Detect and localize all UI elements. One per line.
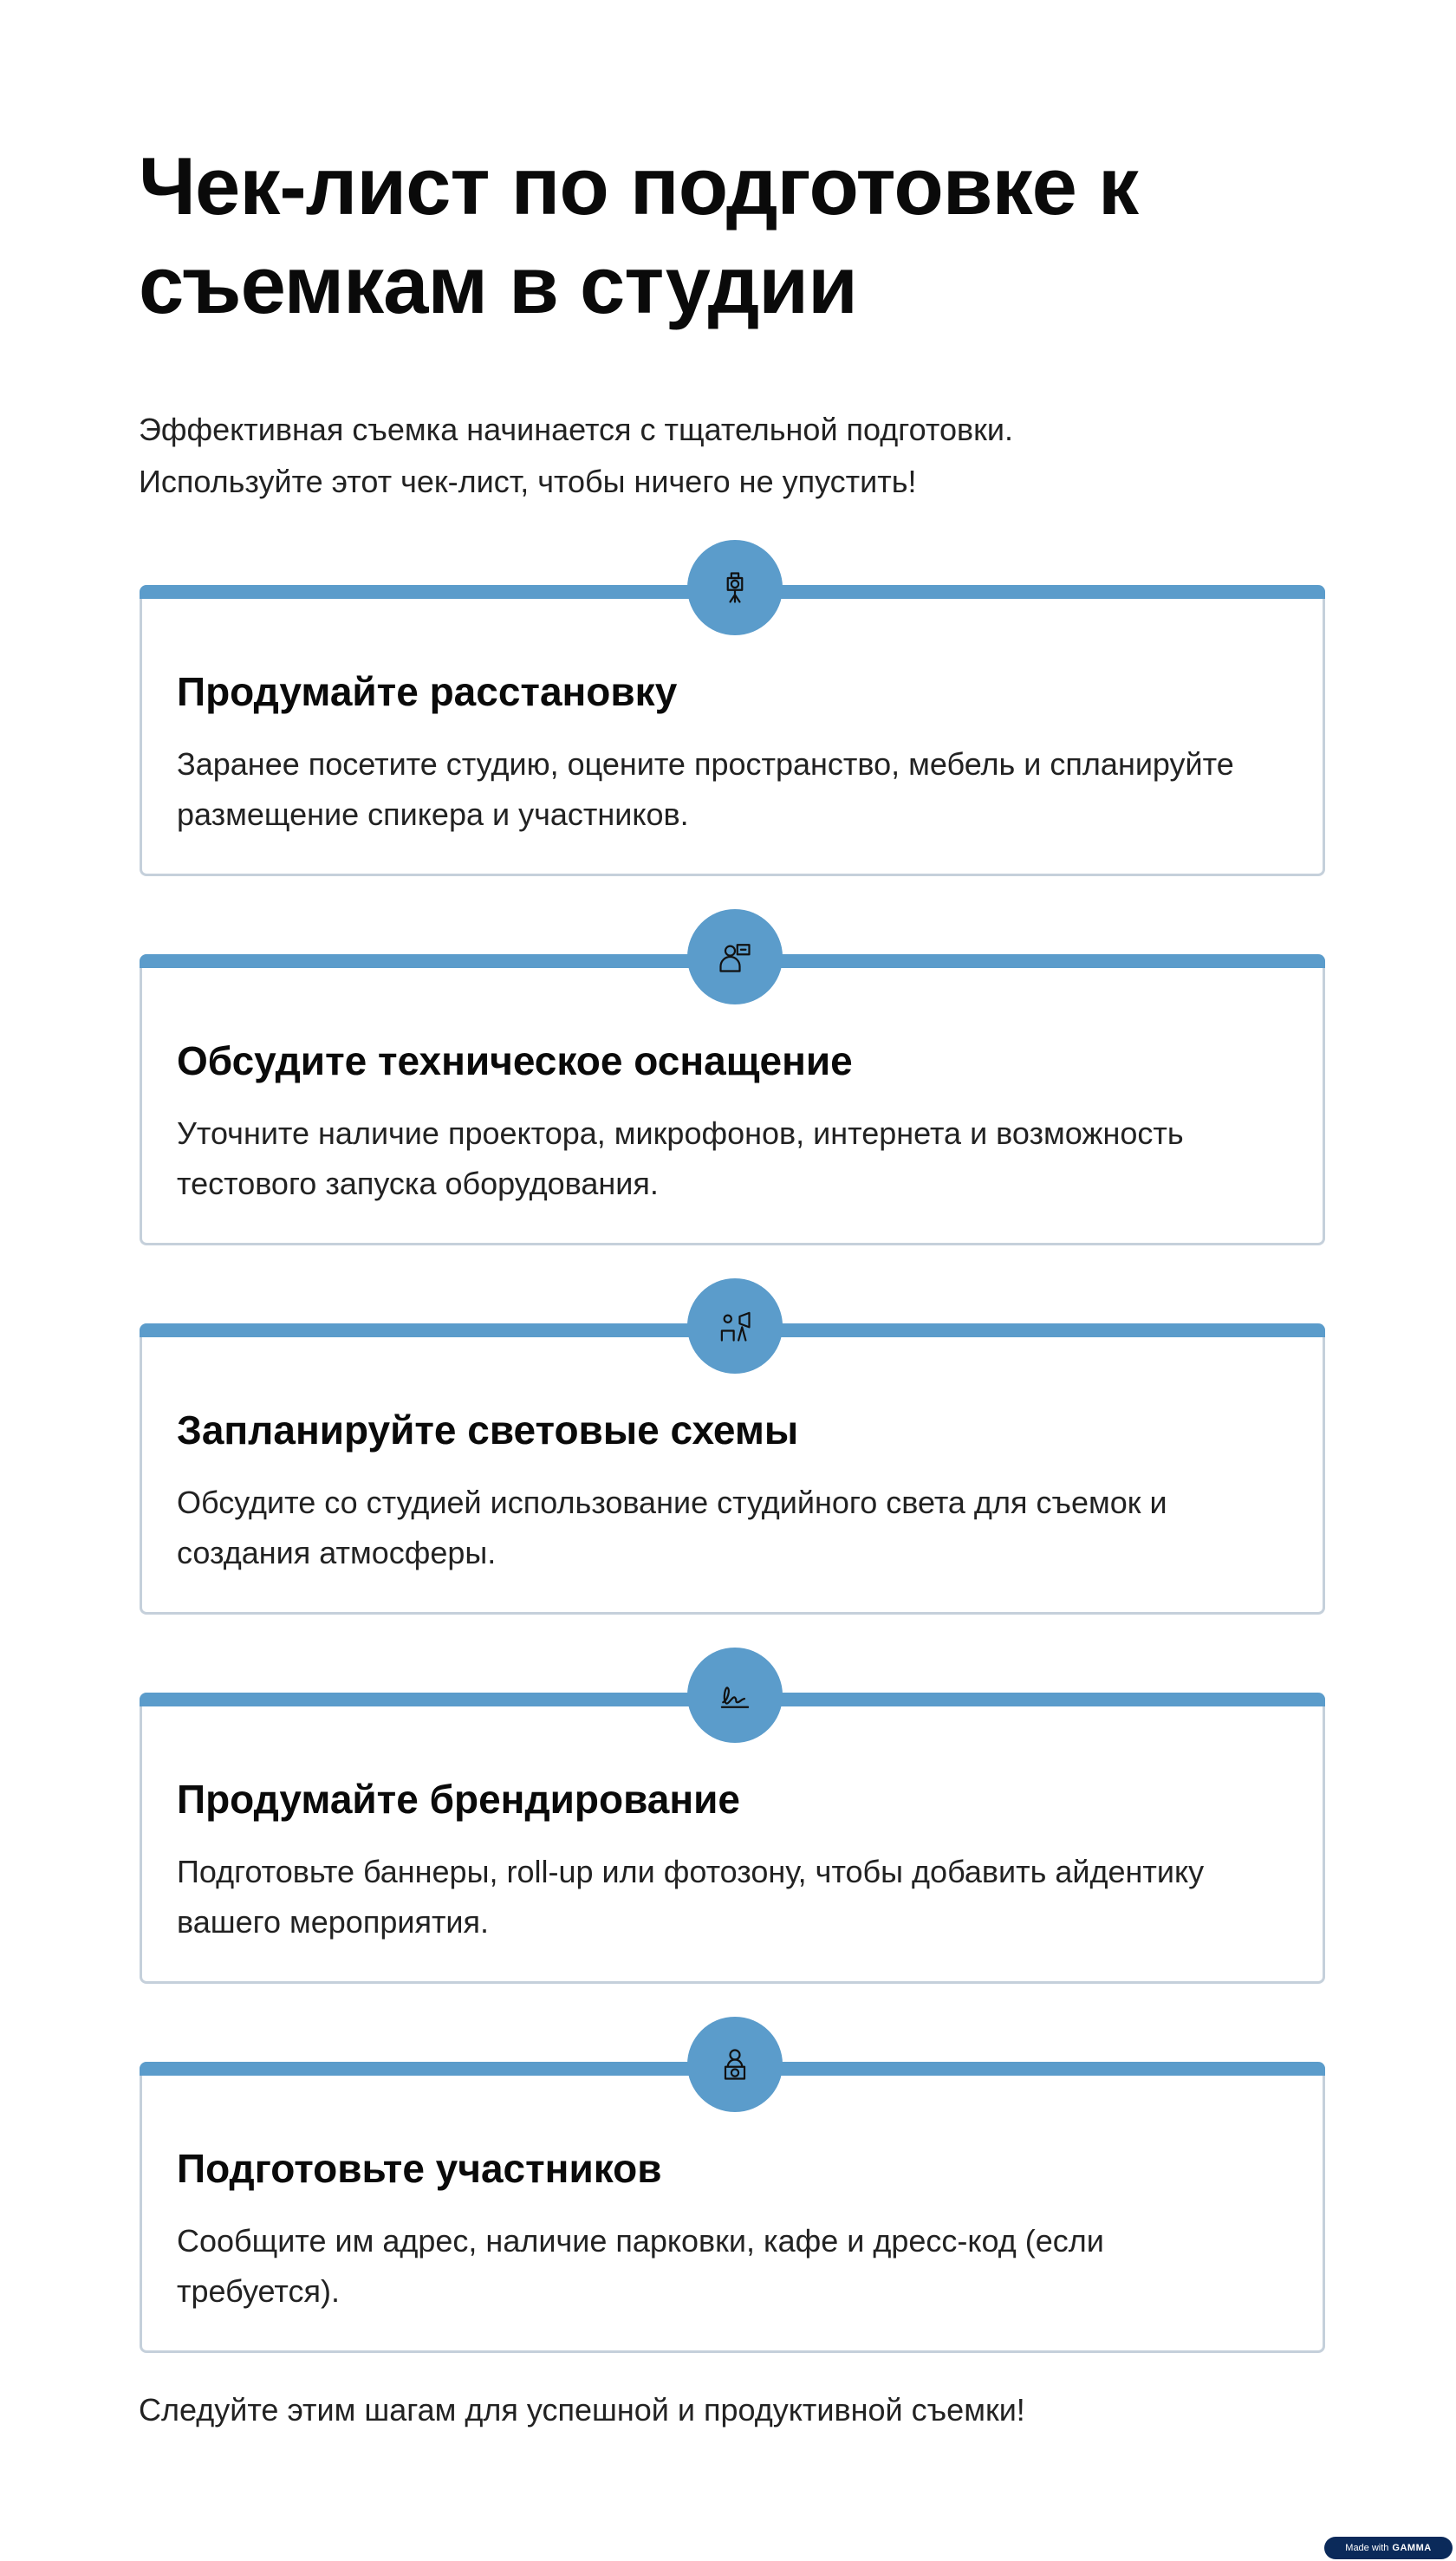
icon-circle <box>687 1278 783 1374</box>
intro <box>139 404 1013 508</box>
checklist-card <box>140 585 1325 876</box>
checklist-card <box>140 954 1325 1245</box>
card-heading: Запланируйте световые схемы <box>177 1407 799 1453</box>
icon-circle <box>687 909 783 1004</box>
card-body: Заранее посетите студию, оцените пространство, мебель и спланируйте размещение спикера и участников. <box>177 746 1234 832</box>
card-body: Сообщите им адрес, наличие парковки, кафе и дресс-код (если требуется). <box>177 2223 1104 2309</box>
camera-tripod-icon <box>716 569 754 607</box>
checklist-card <box>140 2062 1325 2353</box>
card-heading: Продумайте брендирование <box>177 1777 741 1822</box>
icon-circle <box>687 1648 783 1743</box>
page-title: Чек-лист по подготовке к съемкам в студии <box>139 140 1139 330</box>
made-with-gamma-badge[interactable] <box>1324 2537 1453 2559</box>
badge-brand: GAMMA <box>1392 2543 1432 2553</box>
card-body: Уточните наличие проектора, микрофонов, интернета и возможность тестового запуска оборудования. <box>177 1115 1184 1201</box>
intro-line: Используйте этот чек-лист, чтобы ничего не упустить! <box>139 464 917 499</box>
icon-circle <box>687 540 783 635</box>
lighting-icon <box>716 1307 754 1345</box>
intro-line: Эффективная съемка начинается с тщательной подготовки. <box>139 412 1013 447</box>
card-heading: Обсудите техническое оснащение <box>177 1038 853 1083</box>
card-body: Обсудите со студией использование студийного света для съемок и создания атмосферы. <box>177 1485 1167 1570</box>
presenter-icon <box>716 938 754 976</box>
checklist-card <box>140 1323 1325 1615</box>
participant-icon <box>716 2045 754 2083</box>
badge-prefix: Made with <box>1345 2543 1389 2553</box>
checklist-card <box>140 1693 1325 1984</box>
card-body: Подготовьте баннеры, roll-up или фотозону, чтобы добавить айдентику вашего мероприятия. <box>177 1854 1205 1940</box>
icon-circle <box>687 2017 783 2112</box>
signature-icon <box>716 1676 754 1714</box>
footer-text: Следуйте этим шагам для успешной и продуктивной съемки! <box>139 2392 1025 2428</box>
card-heading: Продумайте расстановку <box>177 669 678 714</box>
card-heading: Подготовьте участников <box>177 2146 662 2191</box>
